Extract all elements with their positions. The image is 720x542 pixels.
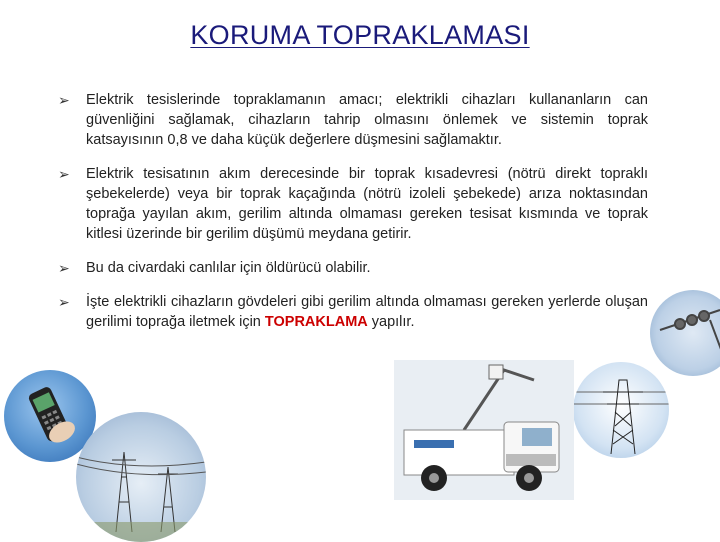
power-lines-photo — [76, 412, 206, 542]
arrow-bullet-icon: ➢ — [58, 92, 70, 108]
insulator-photo — [650, 290, 720, 376]
utility-truck-photo — [394, 360, 574, 500]
bullet-item: ➢ Elektrik tesisatının akım derecesinde bir toprak kısadevresi (nötrü direkt topraklı şebekelerde) veya bir toprak kaçağında (nötrü izoleli şebekede) arıza noktasından toprağa yayılan akım, gerilim altında olmaması gereken tesisat kısmında ve toprak kitlesi üzerinde bir gerilim düşümü meydana getirir. — [58, 166, 648, 242]
slide-title: KORUMA TOPRAKLAMASI — [190, 20, 530, 50]
bullet-list — [58, 90, 648, 332]
highlight-text: TOPRAKLAMA — [264, 314, 368, 330]
bullet-item: ➢ Bu da civardaki canlılar için öldürücü olabilir. — [58, 260, 371, 276]
arrow-bullet-icon: ➢ — [58, 260, 70, 276]
bullet-item: ➢ İşte elektrikli cihazların gövdeleri gibi gerilim altında olmaması gereken yerlerde oluşan gerilimi toprağa iletmek için TOPRAKLAMA yapılır. — [58, 294, 648, 330]
arrow-bullet-icon: ➢ — [58, 166, 70, 182]
arrow-bullet-icon: ➢ — [58, 294, 70, 310]
transmission-tower-photo — [573, 362, 669, 458]
bullet-item: ➢ Elektrik tesislerinde topraklamanın amacı; elektrikli cihazları kullananların can güvenliğini sağlamak, cihazların tahrip olmasını önlemek ve sistemin toprak katsayısının 0,8 ve daha küçük değerlere düşmesini sağlamaktır. — [58, 92, 648, 148]
